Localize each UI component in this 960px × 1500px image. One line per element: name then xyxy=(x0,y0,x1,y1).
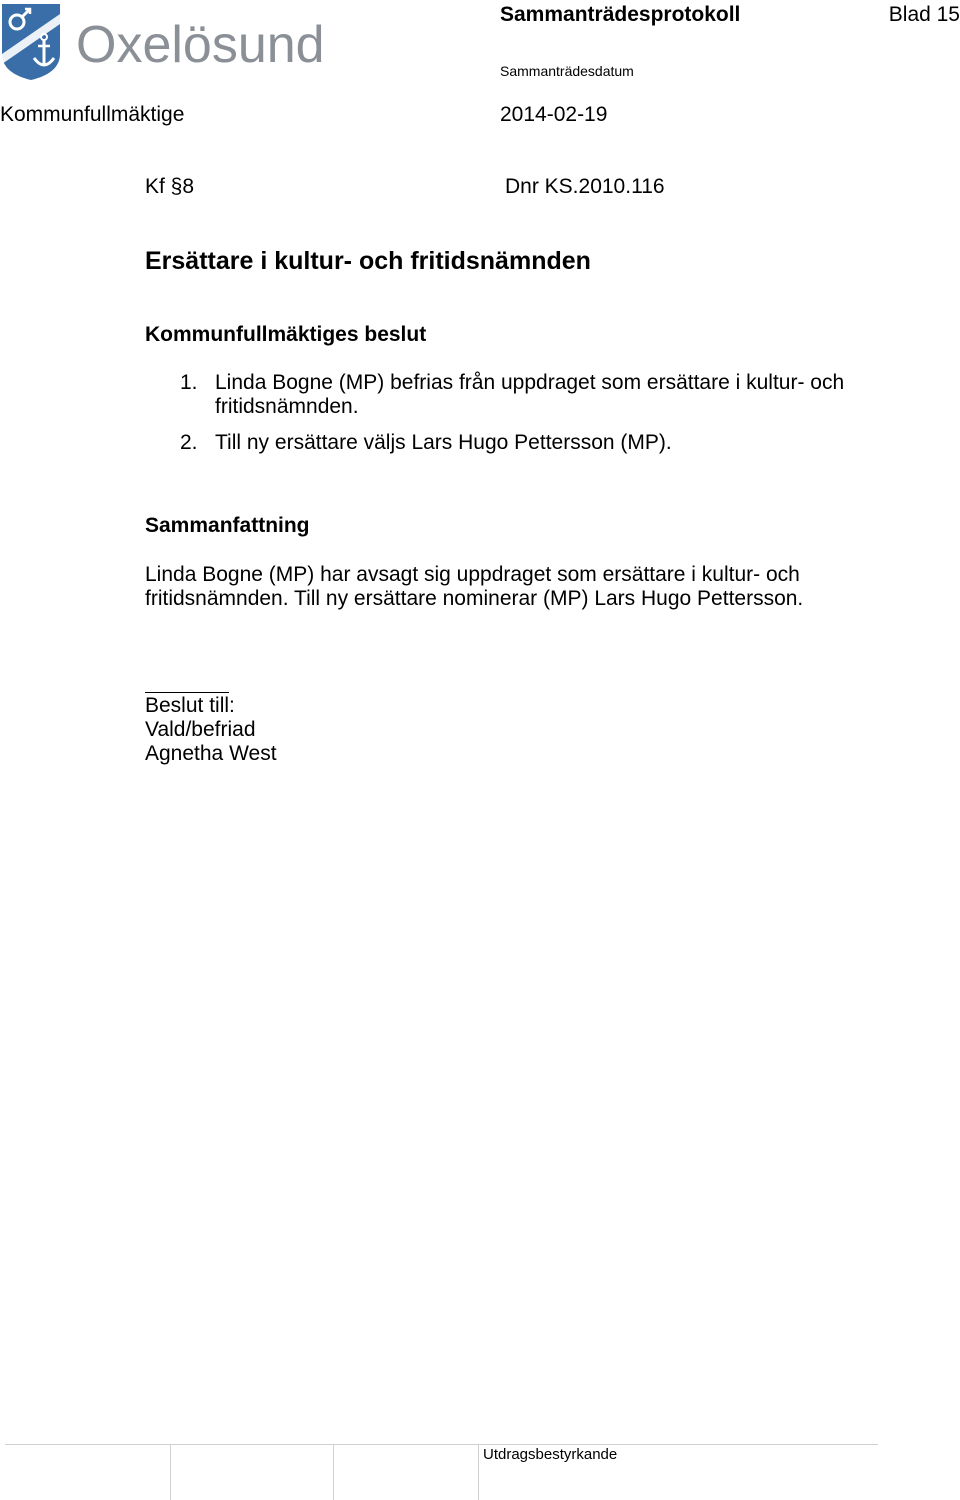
municipality-logo xyxy=(0,2,340,80)
signature-box-divider xyxy=(333,1444,334,1500)
certification-label: Utdragsbestyrkande xyxy=(483,1446,618,1463)
decision-heading: Kommunfullmäktiges beslut xyxy=(145,323,427,346)
summary-heading: Sammanfattning xyxy=(145,514,310,537)
distribution-recipient: Vald/befriad xyxy=(145,718,256,741)
decision-list xyxy=(180,371,895,455)
list-item xyxy=(180,371,895,419)
logo-wordmark: Oxelösund xyxy=(76,16,325,74)
summary-text: Linda Bogne (MP) har avsagt sig uppdraget som ersättare i kultur- och fritidsnämnden. Till ny ersättare nominerar (MP) Lars Hugo Pettersson. xyxy=(145,563,804,610)
distribution-label: Beslut till: xyxy=(145,694,235,717)
page-number: Blad 15 xyxy=(888,3,960,26)
signature-box-divider xyxy=(478,1444,479,1500)
document-type: Sammanträdesprotokoll xyxy=(500,3,741,26)
meeting-date-label: Sammanträdesdatum xyxy=(500,63,634,79)
list-item-text: Till ny ersättare väljs Lars Hugo Pettersson (MP). xyxy=(215,431,672,454)
list-item xyxy=(180,431,895,455)
list-item-number: 2. xyxy=(180,431,198,454)
distribution-list xyxy=(145,694,277,766)
item-title: Ersättare i kultur- och fritidsnämnden xyxy=(145,247,591,275)
separator-rule xyxy=(145,692,229,693)
signature-box-divider xyxy=(170,1444,171,1500)
footer-divider xyxy=(5,1444,878,1445)
paragraph-number: Kf §8 xyxy=(145,175,195,198)
coat-of-arms-icon xyxy=(0,2,340,80)
list-item-text: Linda Bogne (MP) befrias från uppdraget som ersättare i kultur- och fritidsnämnden. xyxy=(215,371,845,418)
distribution-recipient: Agnetha West xyxy=(145,742,277,765)
list-item-number: 1. xyxy=(180,371,198,394)
governing-body: Kommunfullmäktige xyxy=(0,103,185,126)
meeting-date: 2014-02-19 xyxy=(500,103,608,126)
diary-number: Dnr KS.2010.116 xyxy=(505,175,665,198)
